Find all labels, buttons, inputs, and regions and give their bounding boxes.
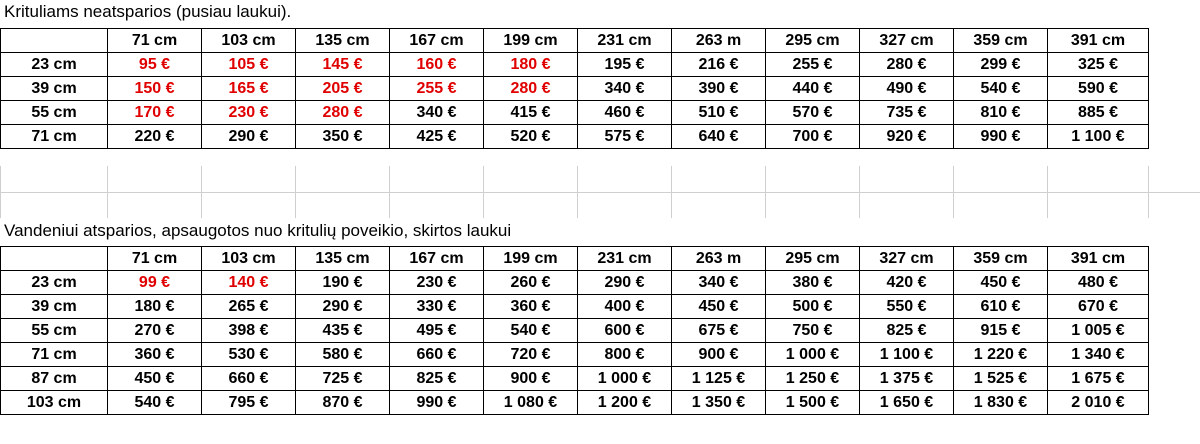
price-cell: 480 € — [1048, 271, 1149, 295]
header-row — [1, 247, 1149, 271]
price-cell: 280 € — [860, 53, 954, 77]
price-cell: 900 € — [672, 343, 766, 367]
price-cell: 500 € — [766, 295, 860, 319]
column-header: 199 cm — [484, 29, 578, 53]
column-header: 135 cm — [296, 247, 390, 271]
price-cell: 915 € — [954, 319, 1048, 343]
row-header: 23 cm — [1, 53, 108, 77]
price-cell: 590 € — [1048, 77, 1149, 101]
row-header: 39 cm — [1, 77, 108, 101]
price-cell: 1 200 € — [578, 391, 672, 415]
price-cell: 1 100 € — [860, 343, 954, 367]
price-cell: 150 € — [108, 77, 202, 101]
row-header: 71 cm — [1, 125, 108, 149]
price-cell: 180 € — [484, 53, 578, 77]
price-cell: 160 € — [390, 53, 484, 77]
price-cell: 675 € — [672, 319, 766, 343]
price-cell: 1 250 € — [766, 367, 860, 391]
price-cell: 170 € — [108, 101, 202, 125]
price-cell: 1 220 € — [954, 343, 1048, 367]
price-cell: 270 € — [108, 319, 202, 343]
table2-title: Vandeniui atsparios, apsaugotos nuo kritulių poveikio, skirtos laukui — [4, 221, 512, 240]
column-header: 327 cm — [860, 29, 954, 53]
price-cell: 450 € — [954, 271, 1048, 295]
price-cell: 400 € — [578, 295, 672, 319]
column-header: 359 cm — [954, 29, 1048, 53]
price-cell: 440 € — [766, 77, 860, 101]
price-cell: 260 € — [484, 271, 578, 295]
price-cell: 580 € — [296, 343, 390, 367]
price-cell: 520 € — [484, 125, 578, 149]
column-header: 103 cm — [202, 29, 296, 53]
table-row — [1, 53, 1149, 77]
price-cell: 420 € — [860, 271, 954, 295]
price-cell: 1 000 € — [766, 343, 860, 367]
table-row — [1, 319, 1149, 343]
price-cell: 230 € — [202, 101, 296, 125]
price-cell: 1 100 € — [1048, 125, 1149, 149]
price-cell: 145 € — [296, 53, 390, 77]
price-cell: 415 € — [484, 101, 578, 125]
price-cell: 280 € — [296, 101, 390, 125]
price-cell: 450 € — [108, 367, 202, 391]
price-cell: 550 € — [860, 295, 954, 319]
price-cell: 495 € — [390, 319, 484, 343]
price-cell: 1 525 € — [954, 367, 1048, 391]
price-cell: 990 € — [390, 391, 484, 415]
price-cell: 255 € — [390, 77, 484, 101]
price-cell: 95 € — [108, 53, 202, 77]
table-row — [1, 77, 1149, 101]
column-header: 391 cm — [1048, 29, 1149, 53]
column-header: 263 m — [672, 29, 766, 53]
price-cell: 380 € — [766, 271, 860, 295]
price-cell: 450 € — [672, 295, 766, 319]
price-cell: 1 350 € — [672, 391, 766, 415]
column-header: 295 cm — [766, 247, 860, 271]
price-cell: 216 € — [672, 53, 766, 77]
row-header: 103 cm — [1, 391, 108, 415]
price-cell: 660 € — [390, 343, 484, 367]
price-cell: 99 € — [108, 271, 202, 295]
price-cell: 255 € — [766, 53, 860, 77]
price-cell: 435 € — [296, 319, 390, 343]
price-cell: 360 € — [484, 295, 578, 319]
price-cell: 340 € — [390, 101, 484, 125]
price-cell: 530 € — [202, 343, 296, 367]
column-header: 135 cm — [296, 29, 390, 53]
price-cell: 1 650 € — [860, 391, 954, 415]
price-cell: 290 € — [578, 271, 672, 295]
corner-cell — [1, 29, 108, 53]
row-header: 87 cm — [1, 367, 108, 391]
table-row — [1, 391, 1149, 415]
row-header: 55 cm — [1, 319, 108, 343]
price-cell: 1 340 € — [1048, 343, 1149, 367]
price-cell: 1 000 € — [578, 367, 672, 391]
price-cell: 205 € — [296, 77, 390, 101]
price-cell: 1 080 € — [484, 391, 578, 415]
price-cell: 990 € — [954, 125, 1048, 149]
price-cell: 575 € — [578, 125, 672, 149]
price-cell: 490 € — [860, 77, 954, 101]
column-header: 167 cm — [390, 247, 484, 271]
price-cell: 725 € — [296, 367, 390, 391]
column-header: 71 cm — [108, 247, 202, 271]
price-cell: 425 € — [390, 125, 484, 149]
price-cell: 800 € — [578, 343, 672, 367]
table-row — [1, 101, 1149, 125]
price-cell: 330 € — [390, 295, 484, 319]
price-cell: 540 € — [484, 319, 578, 343]
price-cell: 195 € — [578, 53, 672, 77]
price-cell: 325 € — [1048, 53, 1149, 77]
column-header: 359 cm — [954, 247, 1048, 271]
price-cell: 825 € — [860, 319, 954, 343]
price-cell: 900 € — [484, 367, 578, 391]
column-header: 231 cm — [578, 247, 672, 271]
price-cell: 290 € — [296, 295, 390, 319]
price-cell: 1 675 € — [1048, 367, 1149, 391]
price-cell: 280 € — [484, 77, 578, 101]
price-cell: 340 € — [578, 77, 672, 101]
column-header: 71 cm — [108, 29, 202, 53]
price-cell: 570 € — [766, 101, 860, 125]
row-header: 71 cm — [1, 343, 108, 367]
price-cell: 700 € — [766, 125, 860, 149]
table-row — [1, 125, 1149, 149]
price-cell: 180 € — [108, 295, 202, 319]
price-cell: 1 375 € — [860, 367, 954, 391]
price-cell: 540 € — [108, 391, 202, 415]
price-cell: 230 € — [390, 271, 484, 295]
price-cell: 390 € — [672, 77, 766, 101]
price-cell: 140 € — [202, 271, 296, 295]
column-header: 199 cm — [484, 247, 578, 271]
price-cell: 360 € — [108, 343, 202, 367]
empty-spreadsheet-rows — [0, 166, 1200, 218]
table-row — [1, 343, 1149, 367]
price-cell: 290 € — [202, 125, 296, 149]
price-cell: 750 € — [766, 319, 860, 343]
table-row — [1, 367, 1149, 391]
price-cell: 299 € — [954, 53, 1048, 77]
price-cell: 105 € — [202, 53, 296, 77]
price-cell: 510 € — [672, 101, 766, 125]
price-cell: 540 € — [954, 77, 1048, 101]
table-row — [1, 271, 1149, 295]
price-cell: 1 125 € — [672, 367, 766, 391]
column-header: 391 cm — [1048, 247, 1149, 271]
price-cell: 2 010 € — [1048, 391, 1149, 415]
column-header: 231 cm — [578, 29, 672, 53]
row-header: 39 cm — [1, 295, 108, 319]
table1-title: Krituliams neatsparios (pusiau laukui). — [4, 2, 292, 21]
price-cell: 610 € — [954, 295, 1048, 319]
price-cell: 735 € — [860, 101, 954, 125]
row-header: 55 cm — [1, 101, 108, 125]
price-table-waterproof — [0, 246, 1149, 415]
price-cell: 600 € — [578, 319, 672, 343]
column-header: 167 cm — [390, 29, 484, 53]
price-cell: 398 € — [202, 319, 296, 343]
table-row — [1, 295, 1149, 319]
corner-cell — [1, 247, 108, 271]
price-cell: 795 € — [202, 391, 296, 415]
price-cell: 165 € — [202, 77, 296, 101]
price-cell: 885 € — [1048, 101, 1149, 125]
price-cell: 340 € — [672, 271, 766, 295]
price-cell: 220 € — [108, 125, 202, 149]
price-cell: 670 € — [1048, 295, 1149, 319]
price-cell: 1 830 € — [954, 391, 1048, 415]
price-cell: 720 € — [484, 343, 578, 367]
column-header: 295 cm — [766, 29, 860, 53]
price-cell: 660 € — [202, 367, 296, 391]
price-cell: 810 € — [954, 101, 1048, 125]
price-cell: 1 005 € — [1048, 319, 1149, 343]
column-header: 103 cm — [202, 247, 296, 271]
price-cell: 825 € — [390, 367, 484, 391]
column-header: 327 cm — [860, 247, 954, 271]
price-cell: 190 € — [296, 271, 390, 295]
price-cell: 460 € — [578, 101, 672, 125]
price-cell: 265 € — [202, 295, 296, 319]
price-cell: 1 500 € — [766, 391, 860, 415]
price-table-weather-sensitive — [0, 28, 1149, 149]
column-header: 263 m — [672, 247, 766, 271]
price-cell: 920 € — [860, 125, 954, 149]
price-cell: 350 € — [296, 125, 390, 149]
price-cell: 870 € — [296, 391, 390, 415]
row-header: 23 cm — [1, 271, 108, 295]
price-cell: 640 € — [672, 125, 766, 149]
header-row — [1, 29, 1149, 53]
